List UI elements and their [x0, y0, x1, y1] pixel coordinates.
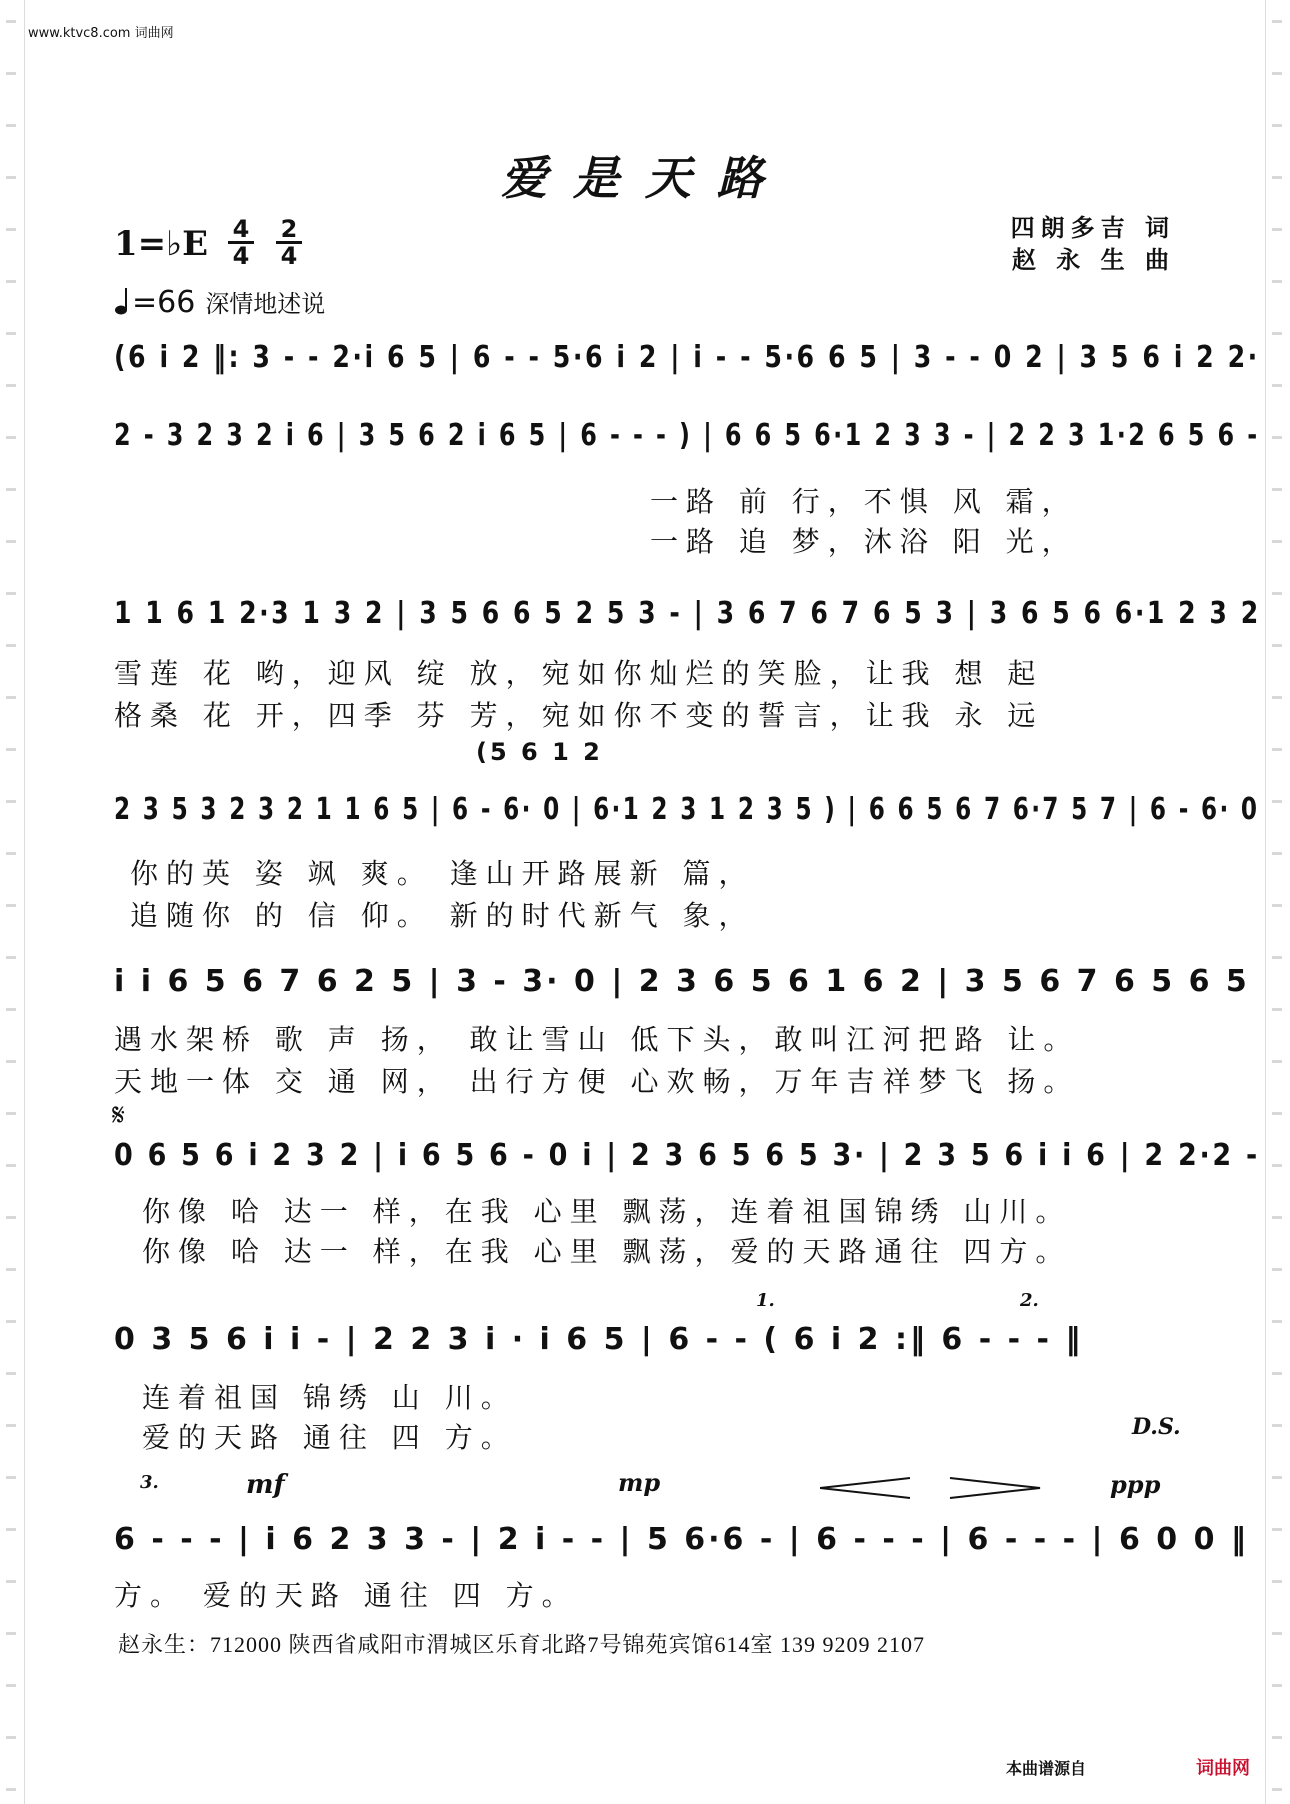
margin-dot: [6, 1164, 16, 1167]
brand-logo[interactable]: 词曲网: [1196, 1758, 1250, 1779]
margin-dot: [1272, 280, 1282, 283]
margin-dot: [6, 748, 16, 751]
dynamic-mf: mf: [246, 1470, 285, 1500]
right-margin-strip: [1265, 0, 1290, 1804]
margin-dot: [6, 1112, 16, 1115]
system-7-notes: 0 3 5 6 i i - | 2 2 3 i · i 6 5 | 6 - - ( 6 i 2 :‖ 6 - - - ‖: [114, 1322, 1084, 1357]
system-3-notes: 1 1 6 1 2·3 1 3 2 | 3 5 6 6 5 2 5 3 - | 3 6 7 6 7 6 5 3 | 3 6 5 6 6·1 2 3 2: [114, 596, 1261, 631]
composer-credit: 赵 永 生 曲: [1011, 246, 1175, 274]
margin-dot: [1272, 852, 1282, 855]
system-1-notes: (6 i 2 ‖: 3 - - 2·i 6 5 | 6 - - 5·6 i 2 | i - - 5·6 6 5 | 3 - - 0 2 | 3 5 6 i 2 2·: [114, 340, 1260, 375]
system-7-lyrics-2: 爱的天路 通往 四 方。: [142, 1421, 517, 1454]
margin-dot: [6, 1424, 16, 1427]
margin-dot: [1272, 1632, 1282, 1635]
source-label: 本曲谱源自: [1005, 1759, 1086, 1778]
margin-dot: [6, 1632, 16, 1635]
margin-dot: [6, 1372, 16, 1375]
tempo-value: =66: [132, 285, 196, 320]
system-4-pickup: (5 6 1 2: [476, 738, 603, 766]
tempo-marking: [114, 284, 325, 320]
margin-dot: [1272, 1580, 1282, 1583]
margin-dot: [1272, 1268, 1282, 1271]
margin-dot: [1272, 540, 1282, 543]
margin-dot: [1272, 696, 1282, 699]
margin-dot: [6, 280, 16, 283]
margin-dot: [6, 644, 16, 647]
margin-dot: [1272, 1528, 1282, 1531]
margin-dot: [1272, 332, 1282, 335]
time-signature-1: 4 4: [228, 218, 254, 267]
quarter-note-icon: [114, 286, 132, 316]
margin-dot: [6, 228, 16, 231]
margin-dot: [6, 1788, 16, 1791]
system-6-lyrics-1: 你像 哈 达一 样，在我 心里 飘荡，连着祖国锦绣 山川。: [142, 1195, 1072, 1228]
margin-dot: [6, 1476, 16, 1479]
margin-dot: [1272, 488, 1282, 491]
margin-dot: [6, 488, 16, 491]
margin-dot: [6, 72, 16, 75]
margin-dot: [6, 1528, 16, 1531]
margin-dot: [1272, 904, 1282, 907]
time-signature-2: 2 4: [276, 218, 302, 267]
margin-dot: [1272, 1008, 1282, 1011]
system-2-notes: 2 - 3 2 3 2 i 6 | 3 5 6 2 i 6 5 | 6 - - - ) | 6 6 5 6·1 2 3 3 - | 2 2 3 1·2 6 5 6 -: [114, 418, 1260, 453]
margin-dot: [6, 540, 16, 543]
segno-icon: 𝄋: [112, 1098, 125, 1133]
margin-dot: [6, 20, 16, 23]
system-8-notes: 6 - - - | i 6 2 3 3 - | 2 i - - | 5 6·6 - | 6 - - - | 6 - - - | 6 0 0 ‖: [114, 1522, 1249, 1557]
margin-dot: [1272, 384, 1282, 387]
first-ending-label: 1.: [756, 1290, 775, 1311]
system-5-lyrics-2: 天地一体 交 通 网， 出行方便 心欢畅，万年吉祥梦飞 扬。: [114, 1065, 1080, 1098]
margin-dot: [6, 852, 16, 855]
system-6-notes: 0 6 5 6 i 2 3 2 | i 6 5 6 - 0 i | 2 3 6 5 6 5 3· | 2 3 5 6 i i 6 | 2 2·2 -: [114, 1138, 1260, 1173]
key-signature: 1=♭E: [114, 224, 209, 264]
dynamic-mp: mp: [618, 1468, 661, 1497]
tempo-expression: 深情地述说: [205, 290, 326, 318]
margin-dot: [6, 1216, 16, 1219]
margin-dot: [1272, 1216, 1282, 1219]
margin-dot: [6, 332, 16, 335]
margin-dot: [1272, 124, 1282, 127]
page-title: 爱是天路: [501, 151, 789, 205]
site-header[interactable]: www.ktvc8.com 词曲网: [28, 26, 174, 41]
system-2-lyrics-2: 一路 追 梦，沐浴 阳 光，: [650, 525, 1078, 558]
margin-dot: [6, 1060, 16, 1063]
margin-dot: [1272, 436, 1282, 439]
system-4-lyrics-2: 追随你 的 信 仰。 新的时代新气 象，: [130, 899, 755, 932]
second-ending-label: 2.: [1020, 1290, 1039, 1311]
dynamic-ppp: ppp: [1110, 1470, 1161, 1499]
margin-dot: [1272, 748, 1282, 751]
margin-dot: [1272, 800, 1282, 803]
margin-dot: [6, 124, 16, 127]
margin-dot: [6, 384, 16, 387]
margin-dot: [6, 956, 16, 959]
system-3-lyrics-2: 格桑 花 开，四季 芬 芳，宛如你不变的誓言，让我 永 远: [114, 699, 1044, 732]
margin-dot: [1272, 1372, 1282, 1375]
margin-dot: [6, 696, 16, 699]
margin-dot: [6, 800, 16, 803]
margin-dot: [1272, 1320, 1282, 1323]
margin-dot: [6, 1268, 16, 1271]
third-ending-label: 3.: [140, 1472, 159, 1493]
lyricist-credit: 四朗多吉 词: [1010, 214, 1175, 242]
contact-footer: 赵永生：712000 陕西省咸阳市渭城区乐育北路7号锦苑宾馆614室 139 9209 2107: [118, 1632, 926, 1657]
margin-dot: [1272, 956, 1282, 959]
system-8-lyrics-1: 方。 爱的天路 通往 四 方。: [114, 1579, 578, 1612]
system-2-lyrics-1: 一路 前 行，不惧 风 霜，: [650, 485, 1078, 518]
left-margin-strip: [0, 0, 25, 1804]
margin-dot: [1272, 592, 1282, 595]
margin-dot: [1272, 1788, 1282, 1791]
margin-dot: [1272, 1476, 1282, 1479]
system-6-lyrics-2: 你像 哈 达一 样，在我 心里 飘荡，爱的天路通往 四方。: [142, 1235, 1072, 1268]
dal-segno-marking: D.S.: [1132, 1414, 1181, 1440]
margin-dot: [6, 1320, 16, 1323]
margin-dot: [1272, 1684, 1282, 1687]
margin-dot: [6, 1684, 16, 1687]
system-5-lyrics-1: 遇水架桥 歌 声 扬， 敢让雪山 低下头，敢叫江河把路 让。: [114, 1023, 1080, 1056]
margin-dot: [1272, 1112, 1282, 1115]
margin-dot: [6, 436, 16, 439]
margin-dot: [1272, 20, 1282, 23]
margin-dot: [1272, 1060, 1282, 1063]
margin-dot: [6, 592, 16, 595]
margin-dot: [6, 1008, 16, 1011]
margin-dot: [6, 1580, 16, 1583]
margin-dot: [1272, 1736, 1282, 1739]
system-5-notes: i i 6 5 6 7 6 2 5 | 3 - 3· 0 | 2 3 6 5 6 1 6 2 | 3 5 6 7 6 5 6 5: [114, 964, 1250, 999]
system-3-lyrics-1: 雪莲 花 哟，迎风 绽 放，宛如你灿烂的笑脸，让我 想 起: [114, 657, 1044, 690]
margin-dot: [1272, 228, 1282, 231]
margin-dot: [6, 1736, 16, 1739]
margin-dot: [1272, 1164, 1282, 1167]
margin-dot: [1272, 72, 1282, 75]
margin-dot: [6, 904, 16, 907]
system-7-lyrics-1: 连着祖国 锦绣 山 川。: [142, 1381, 517, 1414]
margin-dot: [1272, 1424, 1282, 1427]
crescendo-decrescendo-icon: [820, 1476, 1090, 1500]
system-4-lyrics-1: 你的英 姿 飒 爽。 逢山开路展新 篇，: [130, 857, 755, 890]
system-4-notes: 2 3 5 3 2 3 2 1 1 6 5 | 6 - 6· 0 | 6·1 2 3 1 2 3 5 ) | 6 6 5 6 7 6·7 5 7 | 6 - 6· 0: [114, 792, 1260, 827]
margin-dot: [1272, 644, 1282, 647]
